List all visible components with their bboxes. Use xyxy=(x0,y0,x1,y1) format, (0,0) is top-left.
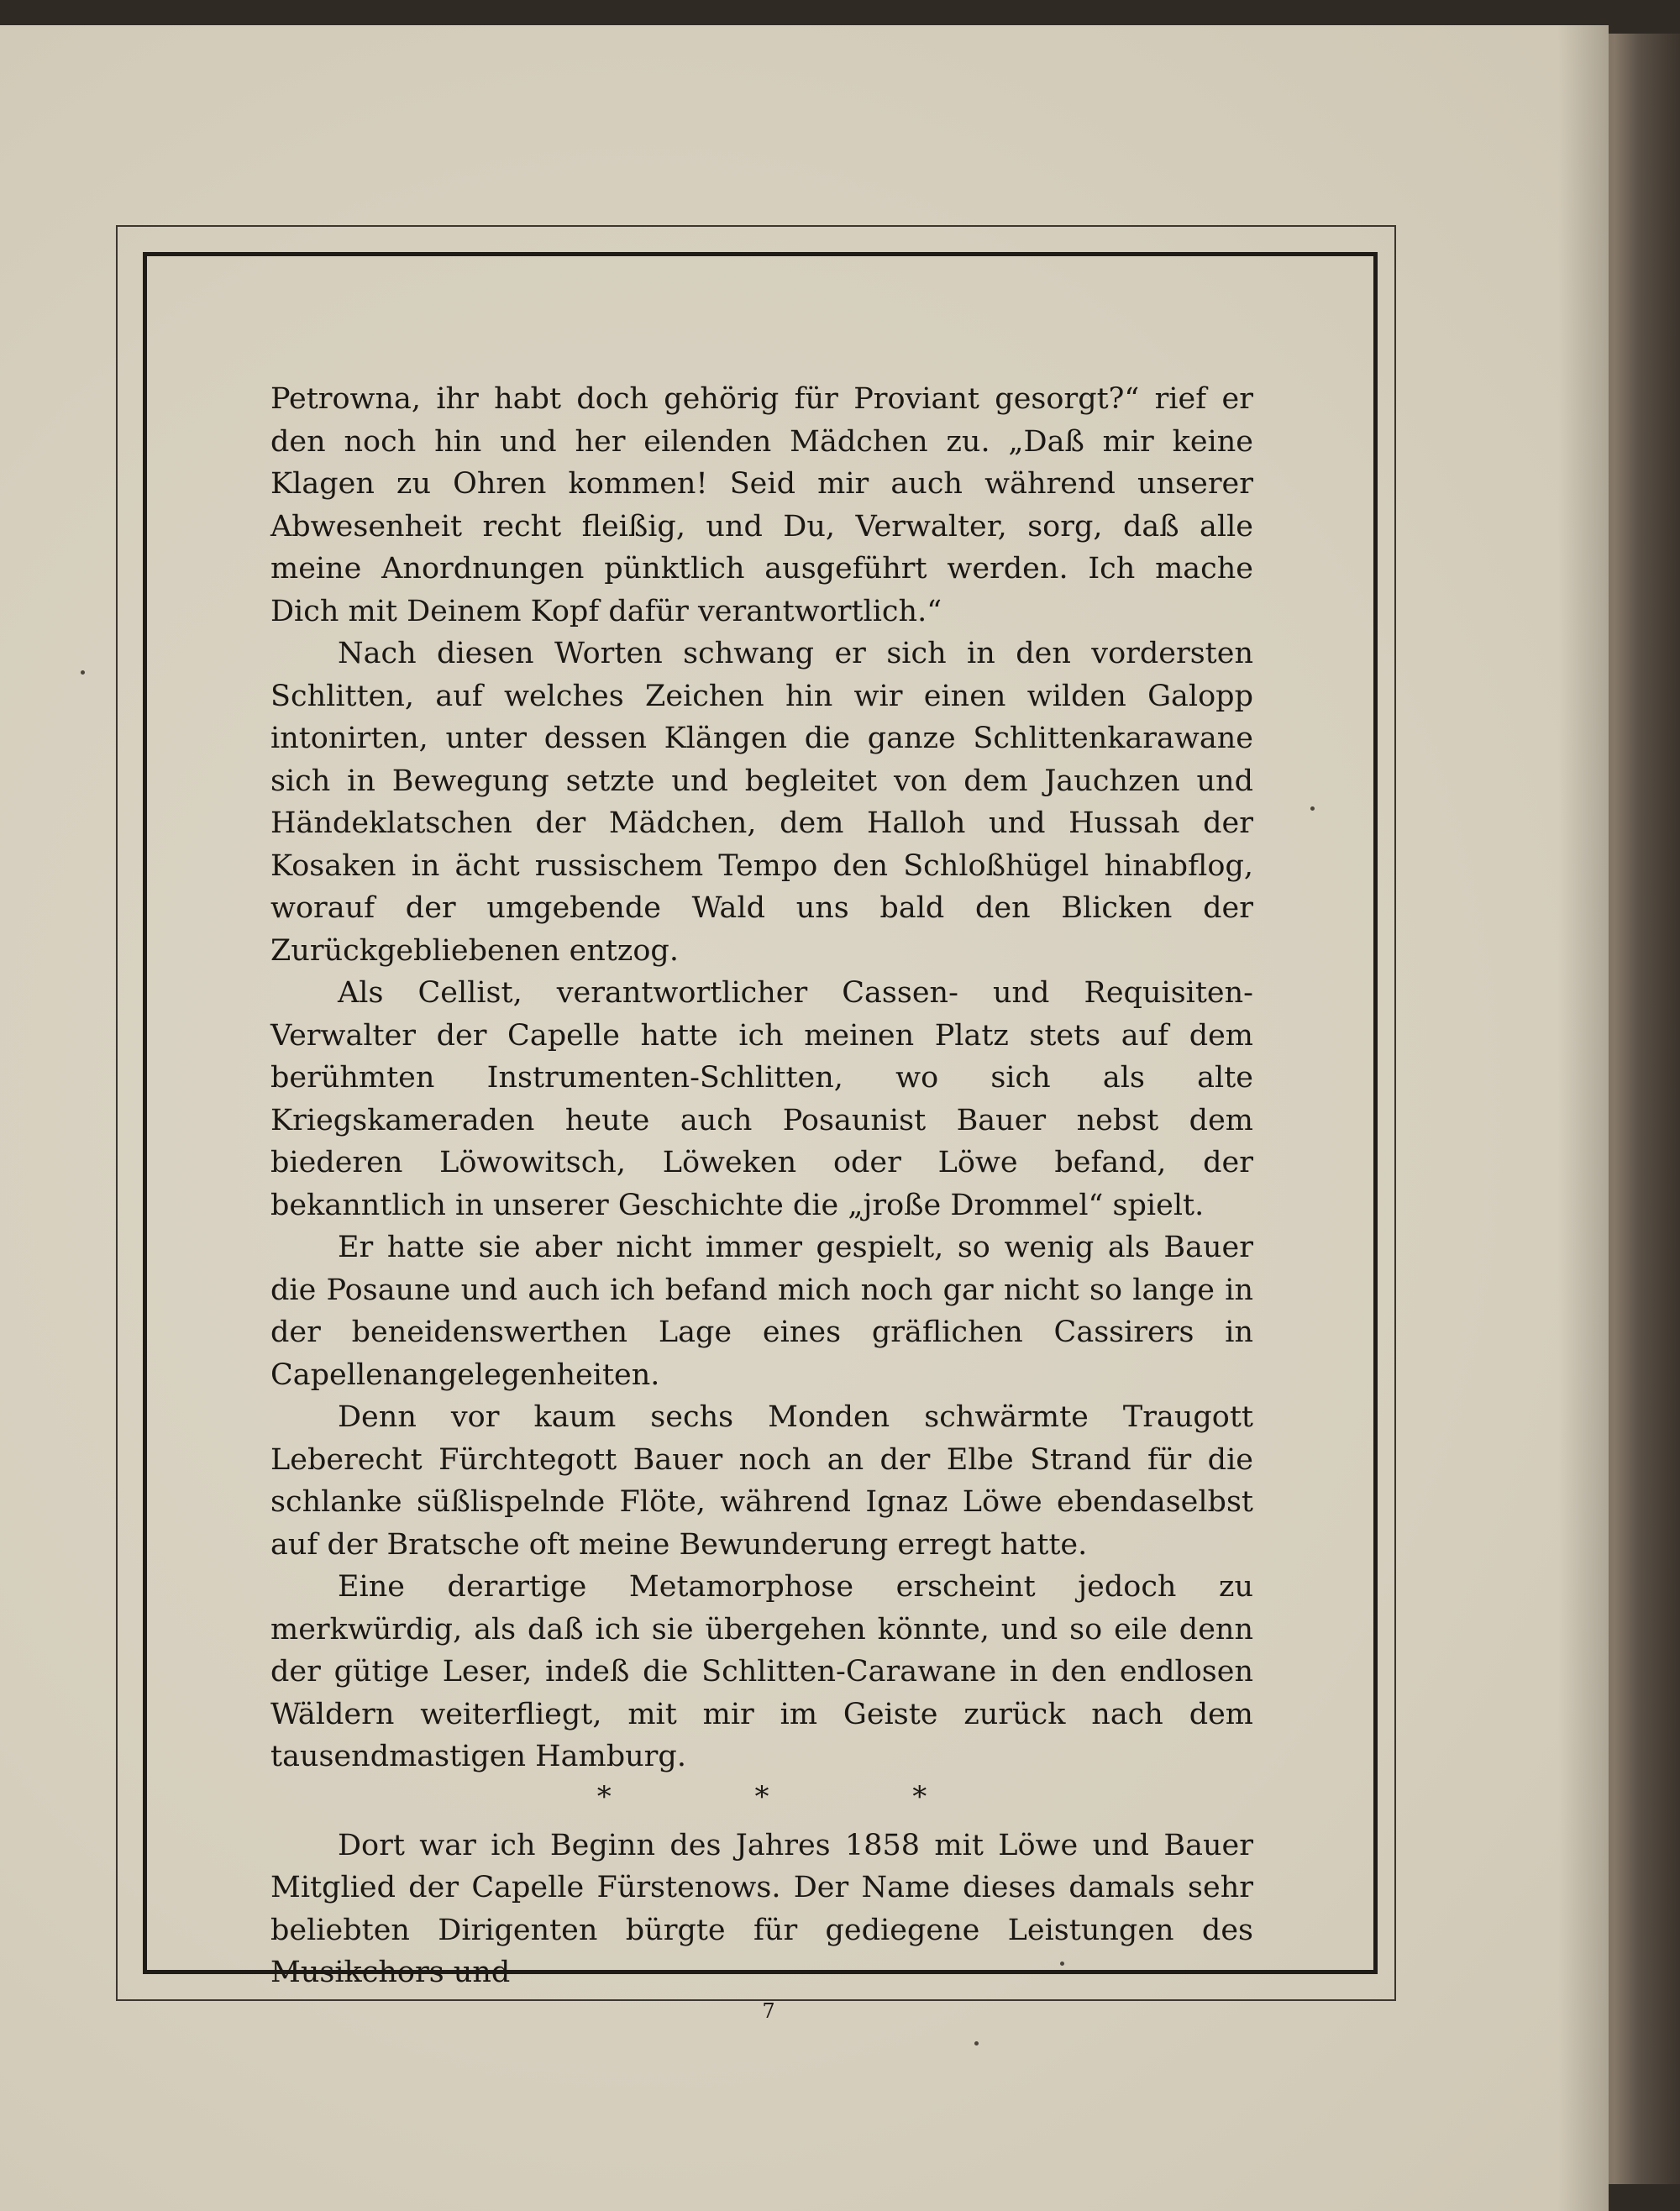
body-text xyxy=(270,378,1253,1994)
paragraph: Denn vor kaum sechs Monden schwärmte Traugott Leberecht Fürchtegott Bauer noch an der Elbe Strand für die schlanke süßlispelnde Flöte, während Ignaz Löwe ebendaselbst auf der Bratsche oft meine Bewunderung erregt hatte. xyxy=(270,1400,1253,1562)
paragraph: Dort war ich Beginn des Jahres 1858 mit Löwe und Bauer Mitglied der Capelle Fürstenows. Der Name dieses damals sehr beliebten Dirigenten bürgte für gediegene Leistungen des Musikchors und xyxy=(270,1828,1253,1989)
section-separator: * * * xyxy=(596,1779,995,1814)
speck xyxy=(1310,806,1315,811)
book-page xyxy=(0,25,1609,2211)
paragraph: Nach diesen Worten schwang er sich in den vordersten Schlitten, auf welches Zeichen hin wir einen wilden Galopp intonirten, unter dessen Klängen die ganze Schlittenkarawane sich in Bewegung setzte und begleitet von dem Jauchzen und Händeklatschen der Mädchen, dem Halloh und Hussah der Kosaken in ächt russischem Tempo den Schloßhügel hinabflog, worauf der umgebende Wald uns bald den Blicken der Zurückgebliebenen entzog. xyxy=(270,637,1253,968)
paragraph: Petrowna, ihr habt doch gehörig für Proviant gesorgt?“ rief er den noch hin und her eilenden Mädchen zu. „Daß mir keine Klagen zu Ohren kommen! Seid mir auch während unserer Abwesenheit recht fleißig, und Du, Verwalter, sorg, daß alle meine Anordnungen pünktlich ausgeführt werden. Ich mache Dich mit Deinem Kopf dafür verantwortlich.“ xyxy=(270,382,1253,628)
paragraph: Er hatte sie aber nicht immer gespielt, so wenig als Bauer die Posaune und auch ich befand mich noch gar nicht so lange in der beneidenswerthen Lage eines gräflichen Cassirers in Capellenangelegenheiten. xyxy=(270,1231,1253,1392)
page-number: 7 xyxy=(762,1999,775,2023)
speck xyxy=(974,2041,979,2046)
speck xyxy=(81,670,85,675)
paragraph: Eine derartige Metamorphose erscheint jedoch zu merkwürdig, als daß ich sie übergehen könnte, und so eile denn der gütige Leser, indeß die Schlitten-Carawane in den endlosen Wäldern weiterfliegt, mit mir im Geiste zurück nach dem tausendmastigen Hamburg. xyxy=(270,1570,1253,1773)
paragraph: Als Cellist, verantwortlicher Cassen- und Requisiten-Verwalter der Capelle hatte ich meinen Platz stets auf dem berühmten Instrumenten-Schlitten, wo sich als alte Kriegskameraden heute auch Posaunist Bauer nebst dem biederen Löwowitsch, Löweken oder Löwe befand, der bekanntlich in unserer Geschichte die „jroße Drommel“ spielt. xyxy=(270,976,1253,1222)
speck xyxy=(1060,1962,1064,1966)
page-shadow xyxy=(1558,25,1609,2211)
